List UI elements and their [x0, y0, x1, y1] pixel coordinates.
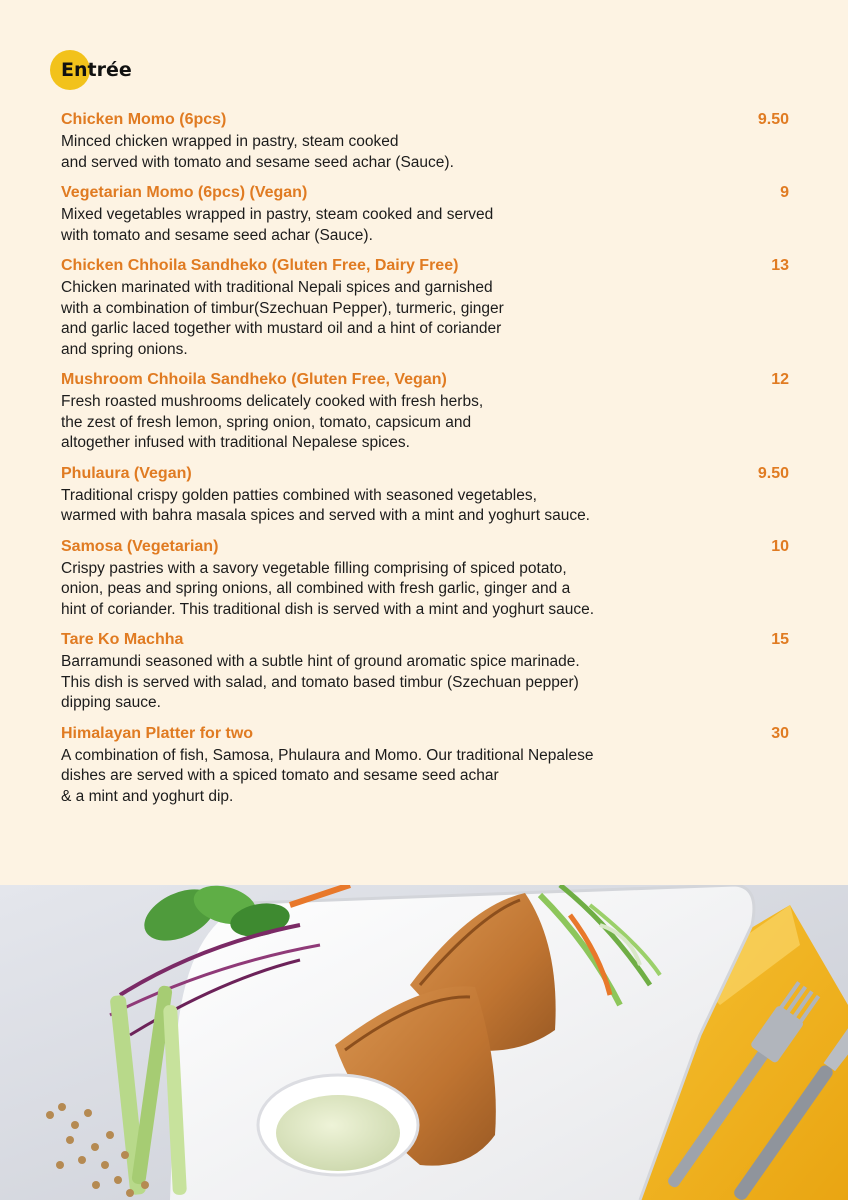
- item-price: 9.50: [757, 464, 789, 482]
- item-description: A combination of fish, Samosa, Phulaura and Momo. Our traditional Nepalese dishes are served with a spiced tomato and sesame seed achar & a mint and yoghurt dip.: [61, 746, 594, 805]
- item-name: Chicken Momo (6pcs): [61, 111, 227, 128]
- item-price: 15: [771, 631, 789, 648]
- item-name: Chicken Chhoila Sandheko (Gluten Free, Dairy Free): [61, 257, 459, 274]
- item-name: Phulaura (Vegan): [61, 464, 192, 482]
- item-name: Samosa (Vegetarian): [61, 537, 219, 555]
- food-photo: [0, 885, 848, 1200]
- item-name: Tare Ko Machha: [61, 631, 184, 648]
- item-description: Minced chicken wrapped in pastry, steam cooked and served with tomato and sesame seed achar (Sauce).: [61, 133, 454, 171]
- samosa-plate-illustration: [0, 885, 848, 1200]
- item-description: Barramundi seasoned with a subtle hint of ground aromatic spice marinade. This dish is served with salad, and tomato based timbur (Szechuan pepper) dipping sauce.: [61, 653, 580, 711]
- item-price: 13: [771, 257, 789, 274]
- item-description: Fresh roasted mushrooms delicately cooked with fresh herbs, the zest of fresh lemon, spring onion, tomato, capsicum and altogether infused with traditional Nepalese spices.: [61, 393, 484, 451]
- item-price: 9: [780, 184, 789, 201]
- menu-item: [61, 535, 789, 621]
- menu-item: [61, 254, 789, 360]
- item-description: Crispy pastries with a savory vegetable filling comprising of spiced potato, onion, peas and spring onions, all combined with fresh garlic, ginger and a hint of coriander. This traditional dish is served with a mint and yoghurt sauce.: [61, 559, 595, 618]
- section-title: Entrée: [61, 59, 132, 81]
- item-price: 10: [771, 537, 789, 555]
- item-description: Mixed vegetables wrapped in pastry, steam cooked and served with tomato and sesame seed achar (Sauce).: [61, 206, 494, 244]
- menu-item: [61, 462, 789, 527]
- item-description: Chicken marinated with traditional Nepali spices and garnished with a combination of timbur(Szechuan Pepper), turmeric, ginger and garlic laced together with mustard oil and a hint of coriander and spring onions.: [61, 279, 504, 358]
- section-heading: [50, 50, 132, 90]
- menu-item: [61, 722, 789, 808]
- menu-item: [61, 181, 789, 246]
- item-name: Himalayan Platter for two: [61, 724, 254, 742]
- item-name: Vegetarian Momo (6pcs) (Vegan): [61, 184, 308, 201]
- item-price: 12: [771, 371, 789, 388]
- item-price: 30: [771, 724, 789, 742]
- menu-item: [61, 368, 789, 454]
- item-name: Mushroom Chhoila Sandheko (Gluten Free, Vegan): [61, 371, 447, 388]
- menu-items: [61, 108, 789, 815]
- menu-item: [61, 108, 789, 173]
- item-description: Traditional crispy golden patties combined with seasoned vegetables, warmed with bahra masala spices and served with a mint and yoghurt sauce.: [61, 486, 590, 524]
- menu-item: [61, 628, 789, 714]
- item-price: 9.50: [757, 111, 789, 128]
